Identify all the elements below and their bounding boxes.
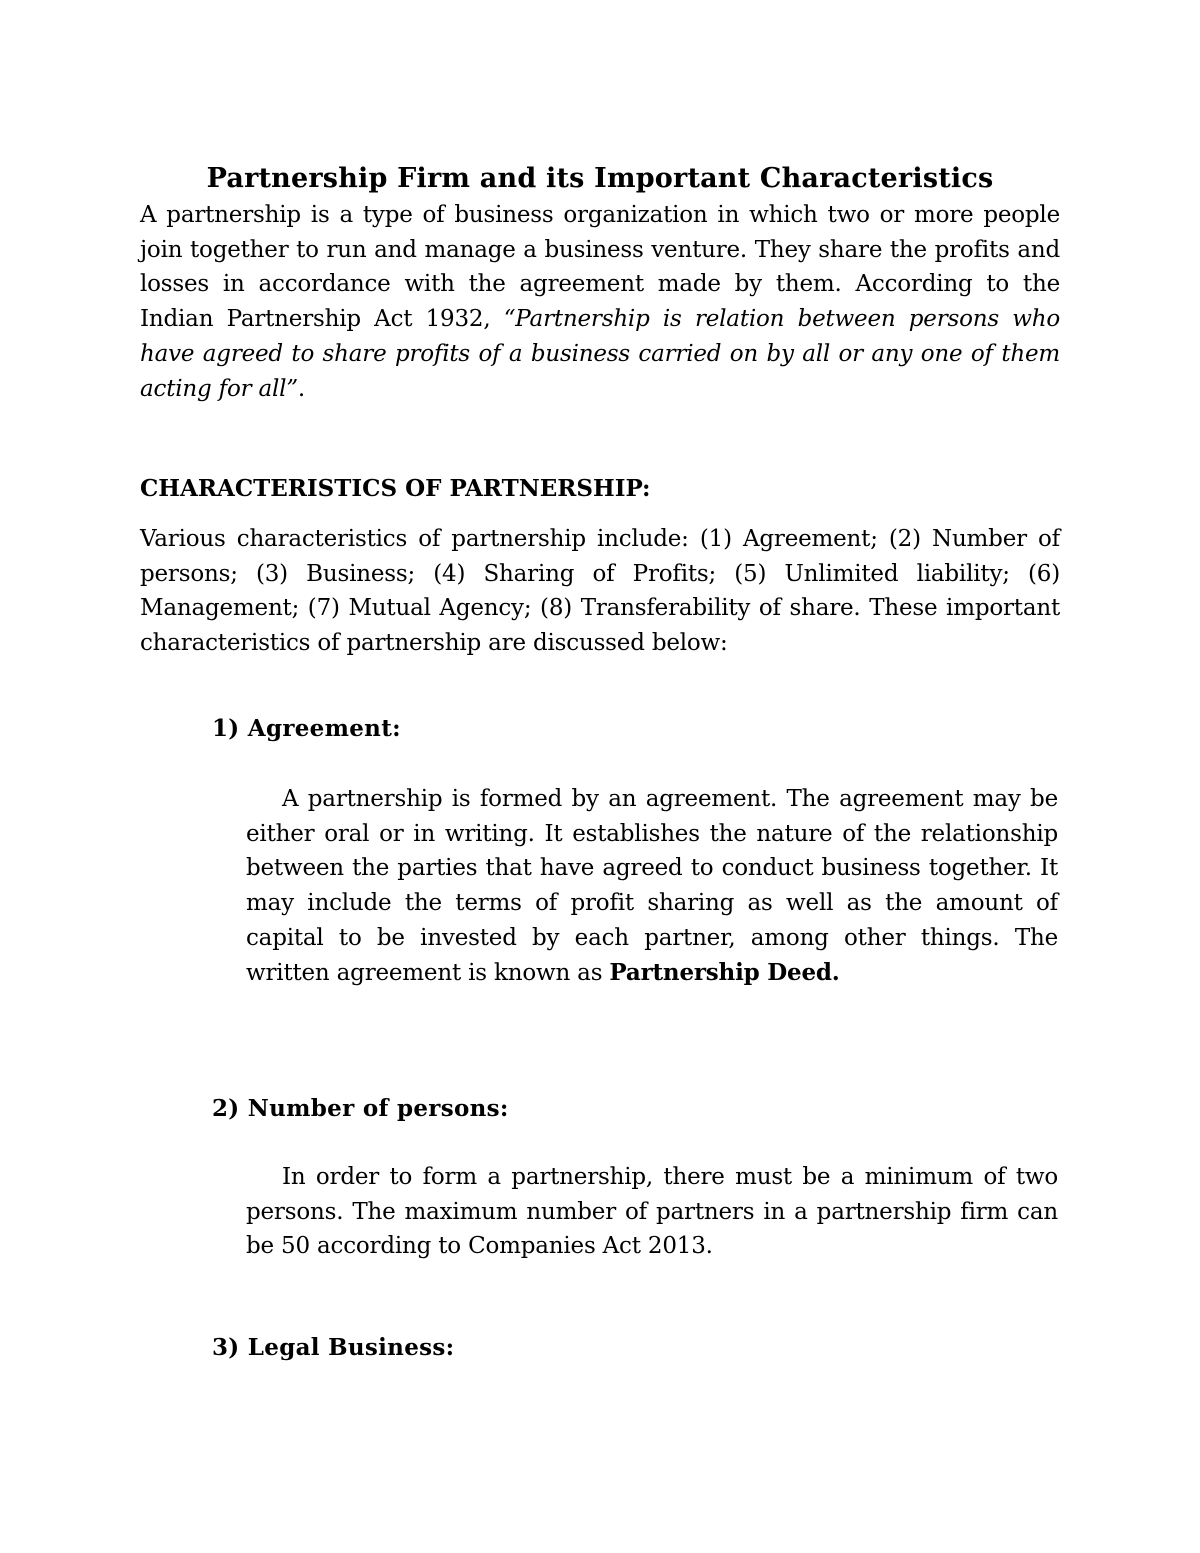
partnership-deed-term: Partnership Deed.	[609, 958, 840, 986]
agreement-text: A partnership is formed by an agreement. The agreement may be either oral or in writing. It establishes the nature of the relationship between the parties that have agreed to conduct business together. It may include the terms of profit sharing as well as the amount of capital to be invested by each partner, among other things. The written agreement is known as	[246, 786, 1058, 986]
agreement-heading: 1) Agreement:	[212, 715, 401, 742]
characteristics-heading: CHARACTERISTICS OF PARTNERSHIP:	[140, 475, 651, 502]
number-of-persons-paragraph: In order to form a partnership, there must be a minimum of two persons. The maximum number of partners in a partnership firm can be 50 according to Companies Act 2013.	[246, 1164, 1058, 1260]
agreement-paragraph	[246, 782, 1058, 990]
legal-business-heading: 3) Legal Business:	[212, 1334, 455, 1361]
number-of-persons-heading: 2) Number of persons:	[212, 1095, 509, 1122]
intro-paragraph	[140, 198, 1060, 406]
intro-quote: “Partnership is relation between persons who have agreed to share profits of a business carried on by all or any one of them acting for all”	[140, 306, 1060, 402]
intro-text: A partnership is a type of business organization in which two or more people join together to run and manage a business venture. They share the profits and losses in accordance with the agreement made by them. According to the Indian Partnership Act 1932,	[140, 202, 1060, 333]
characteristics-paragraph: Various characteristics of partnership include: (1) Agreement; (2) Number of persons; (3) Business; (4) Sharing of Profits; (5) Unlimited liability; (6) Management; (7) Mutual Agency; (8) Transferability of share. These important characteristics of partnership are discussed below:	[140, 526, 1060, 657]
intro-end: .	[297, 375, 306, 402]
page-title: Partnership Firm and its Important Characteristics	[206, 163, 994, 195]
